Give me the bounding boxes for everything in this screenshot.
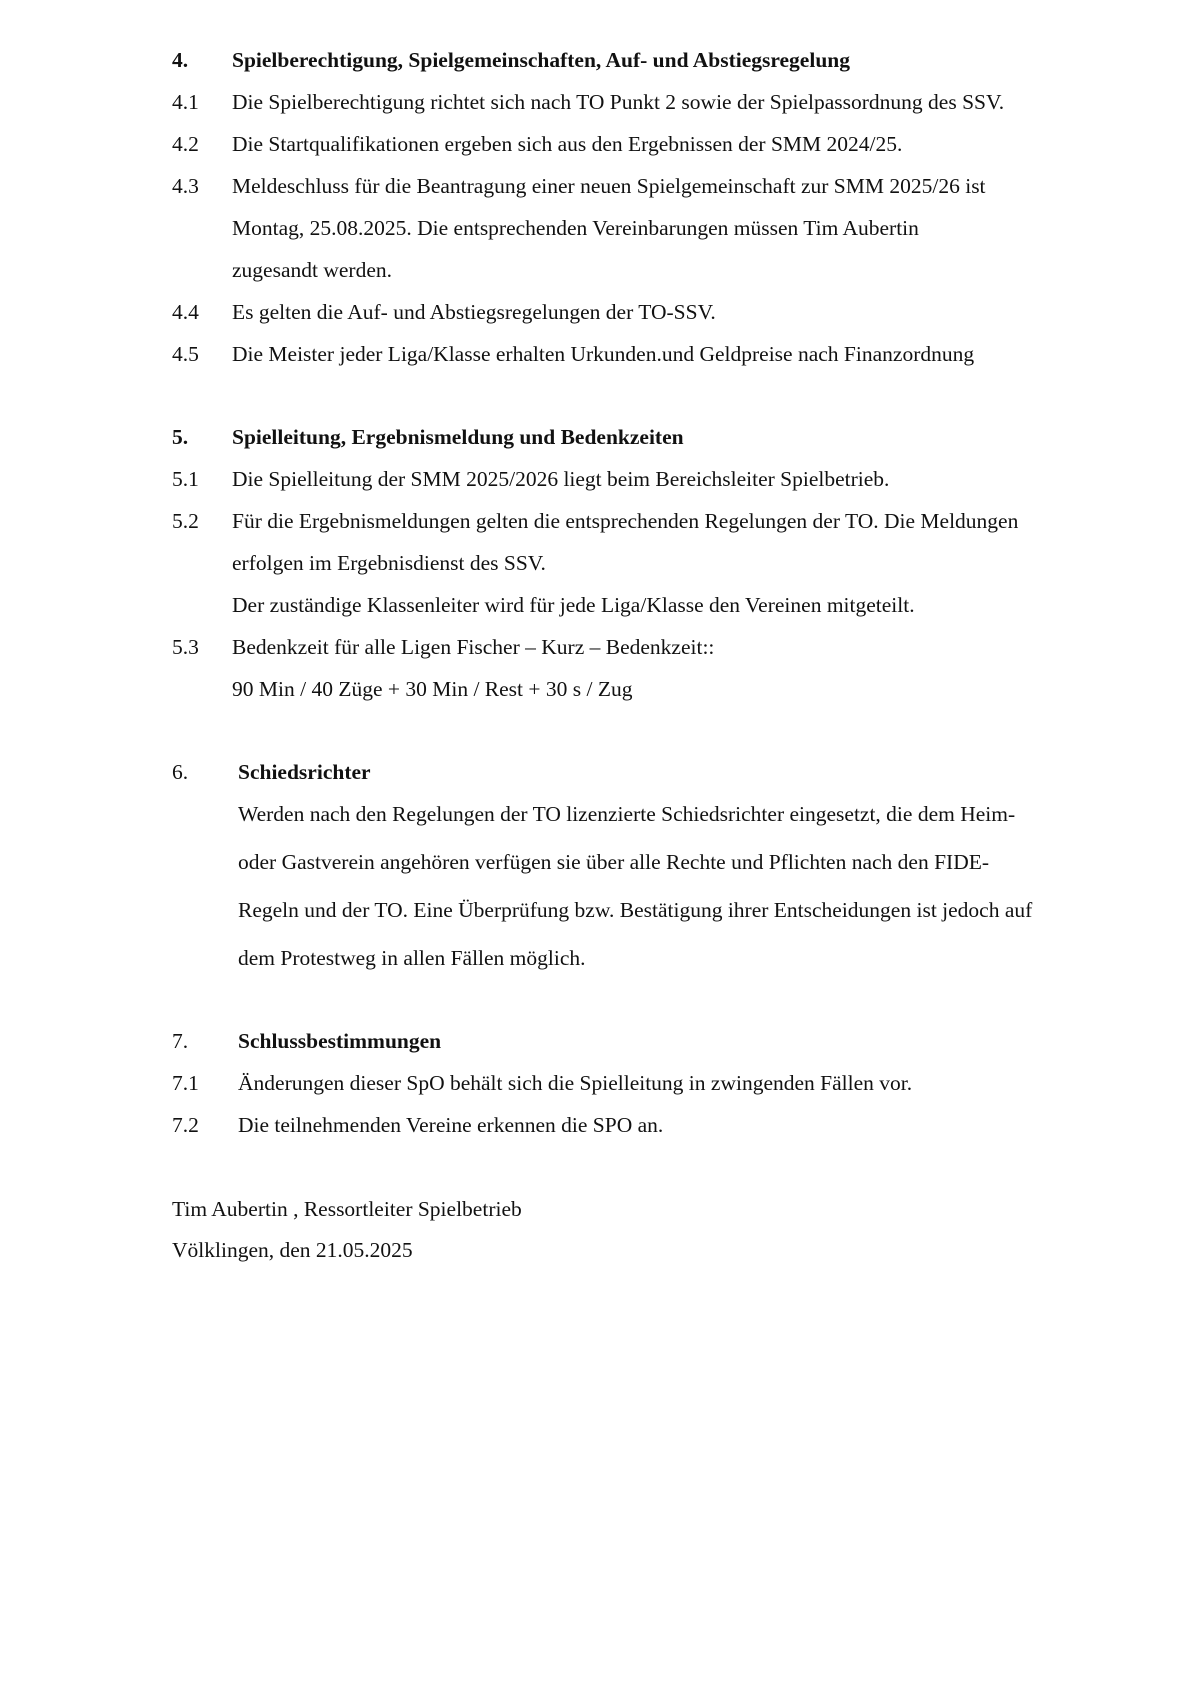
item-text: Montag, 25.08.2025. Die entsprechenden Vereinbarungen müssen Tim Aubertin <box>232 216 919 240</box>
item-number: 4.2 <box>172 132 199 156</box>
section-number: 4. <box>172 48 189 72</box>
item-number: 5.3 <box>172 635 199 659</box>
section-number: 5. <box>172 425 189 449</box>
paragraph-text: Werden nach den Regelungen der TO lizenzierte Schiedsrichter eingesetzt, die dem Heim- <box>238 802 1016 826</box>
item-number: 5.1 <box>172 467 199 491</box>
item-number: 7.2 <box>172 1113 199 1137</box>
paragraph-text: dem Protestweg in allen Fällen möglich. <box>238 946 586 970</box>
item-number: 4.5 <box>172 342 199 366</box>
signature-place-date: Völklingen, den 21.05.2025 <box>172 1238 413 1262</box>
item-text: Für die Ergebnismeldungen gelten die entsprechenden Regelungen der TO. Die Meldungen <box>232 509 1019 533</box>
signature-name: Tim Aubertin , Ressortleiter Spielbetrieb <box>172 1197 522 1221</box>
item-text: erfolgen im Ergebnisdienst des SSV. <box>232 551 546 575</box>
section-number: 6. <box>172 760 189 784</box>
section-title: Spielberechtigung, Spielgemeinschaften, Auf- und Abstiegsregelung <box>232 48 850 72</box>
paragraph-text: oder Gastverein angehören verfügen sie über alle Rechte und Pflichten nach den FIDE- <box>238 850 990 874</box>
item-text: Bedenkzeit für alle Ligen Fischer – Kurz – Bedenkzeit:: <box>232 635 715 659</box>
item-text: Es gelten die Auf- und Abstiegsregelungen der TO-SSV. <box>232 300 716 324</box>
item-text: Änderungen dieser SpO behält sich die Spielleitung in zwingenden Fällen vor. <box>238 1071 913 1095</box>
item-text: zugesandt werden. <box>232 258 392 282</box>
item-text: 90 Min / 40 Züge + 30 Min / Rest + 30 s / Zug <box>232 677 633 701</box>
item-text: Die teilnehmenden Vereine erkennen die SPO an. <box>238 1113 664 1137</box>
item-text: Meldeschluss für die Beantragung einer neuen Spielgemeinschaft zur SMM 2025/26 ist <box>232 174 986 198</box>
section-title: Spielleitung, Ergebnismeldung und Bedenkzeiten <box>232 425 684 449</box>
item-text: Die Spielleitung der SMM 2025/2026 liegt beim Bereichsleiter Spielbetrieb. <box>232 467 890 491</box>
item-number: 7.1 <box>172 1071 199 1095</box>
item-number: 4.4 <box>172 300 199 324</box>
item-text: Die Startqualifikationen ergeben sich aus den Ergebnissen der SMM 2024/25. <box>232 132 903 156</box>
item-text: Die Meister jeder Liga/Klasse erhalten Urkunden.und Geldpreise nach Finanzordnung <box>232 342 975 366</box>
section-title: Schlussbestimmungen <box>238 1029 442 1053</box>
section-title: Schiedsrichter <box>238 760 371 784</box>
item-number: 5.2 <box>172 509 199 533</box>
item-text: Die Spielberechtigung richtet sich nach TO Punkt 2 sowie der Spielpassordnung des SSV. <box>232 90 1005 114</box>
paragraph-text: Regeln und der TO. Eine Überprüfung bzw. Bestätigung ihrer Entscheidungen ist jedoch auf <box>238 898 1033 922</box>
item-text: Der zuständige Klassenleiter wird für jede Liga/Klasse den Vereinen mitgeteilt. <box>232 593 915 617</box>
section-number: 7. <box>172 1029 189 1053</box>
item-number: 4.3 <box>172 174 199 198</box>
item-number: 4.1 <box>172 90 199 114</box>
